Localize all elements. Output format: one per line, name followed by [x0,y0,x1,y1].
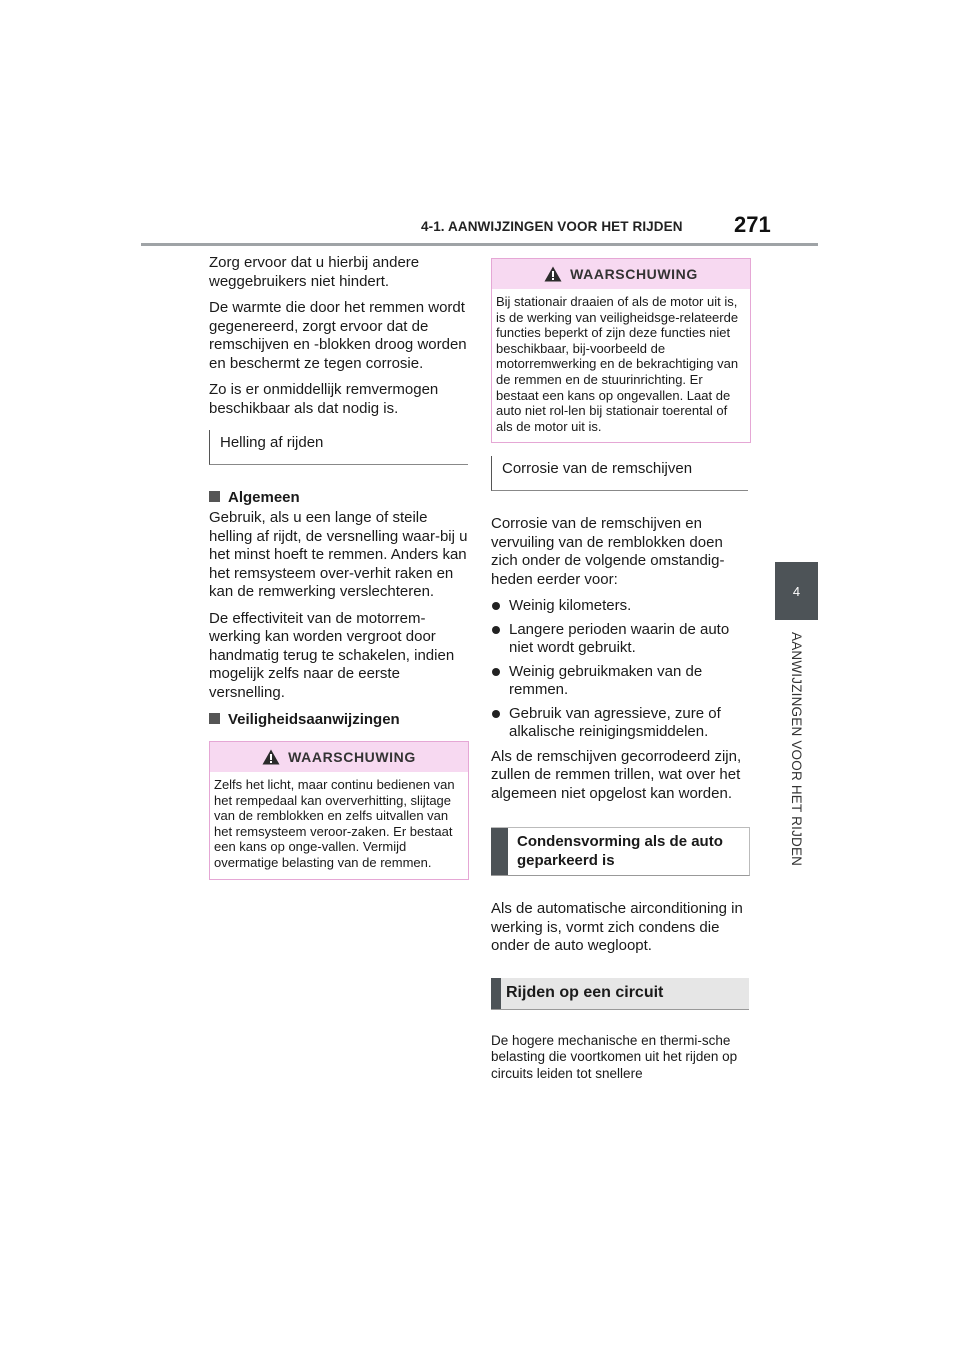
warning-text: Bij stationair draaien of als de motor uit is, is de werking van veiligheidsge-relateerde functies beperkt of zijn deze functies niet beschikbaar, bij-voorbeeld de motorremwerking en de bekrachtiging van de remmen en de stuurinrichting. Er bestaat een kans op ongevallen. Laat de auto niet rol-len bij stationair toerental of als de motor uit is. [496,294,739,434]
warning-triangle-icon [544,266,562,282]
heading-box-condensation [491,827,750,876]
paragraph: Als de remschijven gecorrodeerd zijn, zullen de remmen trillen, wat over het algemeen niet opgelost kan worden. [491,747,742,802]
warning-box [491,258,751,443]
heading-box-text: Condensvorming als de auto geparkeerd is [517,833,723,870]
chapter-tab-number: 4 [792,583,801,599]
list-item: Gebruik van agressieve, zure of alkalische reinigingsmiddelen. [491,705,751,742]
warning-header [492,259,750,289]
section-heading-safety [209,710,471,729]
paragraph: De effectiviteit van de motorrem-werking kan worden vergroot door handmatig terug te schakelen, indien mogelijk zelfs naar de eerste versnelling. [209,609,455,701]
subheading-downhill [209,430,468,465]
section-title: 4-1. AANWIJZINGEN VOOR HET RIJDEN [421,219,683,234]
warning-box [209,741,469,880]
subheading-corrosion [491,456,748,491]
square-bullet-icon [209,491,220,502]
page-number: 271 [734,212,771,237]
subheading-text: Corrosie van de remschijven [502,460,693,478]
square-bullet-icon [209,713,220,724]
section-heading-general [209,488,471,507]
heading-bar [491,978,501,1009]
bullet-list [491,597,751,742]
warning-header [210,742,468,772]
right-column [491,258,751,1082]
paragraph: Zo is er onmiddellijk remvermogen beschikbaar als dat nodig is. [209,381,439,417]
chapter-side-text: AANWIJZINGEN VOOR HET RIJDEN [789,632,804,867]
paragraph: Zorg ervoor dat u hierbij andere weggebruikers niet hindert. [209,254,420,290]
heading-bar [491,828,508,875]
paragraph: De hogere mechanische en thermi-sche belasting die voortkomen uit het rijden op circuits leiden tot snellere [491,1032,738,1081]
subheading-text: Helling af rijden [220,434,324,451]
left-column [209,254,471,880]
warning-title: WAARSCHUWING [570,266,698,282]
warning-title: WAARSCHUWING [288,749,416,765]
paragraph: Corrosie van de remschijven en vervuiling van de remblokken doen zich onder de volgende omstandig-heden eerder voor: [491,515,725,588]
chapter-side-label [768,632,824,894]
heading-box-text: Rijden op een circuit [506,983,664,1001]
section-heading-text: Algemeen [228,489,300,506]
heading-box-circuit [491,978,749,1010]
paragraph: Gebruik, als u een lange of steile helling af rijdt, de versnelling waar-bij u het minst hoeft te remmen. Anders kan het remsysteem over-verhit raken en kan de remwerking verslechteren. [209,509,468,600]
list-item: Weinig kilometers. [491,597,751,616]
warning-triangle-icon [262,749,280,765]
list-item: Weinig gebruikmaken van de remmen. [491,663,751,700]
paragraph: De warmte die door het remmen wordt gegenereerd, zorgt ervoor dat de remschijven en -blokken droog worden en beschermt ze tegen corrosie. [209,299,467,372]
header-rule [141,243,818,246]
list-item: Langere perioden waarin de auto niet wordt gebruikt. [491,621,751,658]
section-heading-text: Veiligheidsaanwijzingen [228,711,400,728]
chapter-tab[interactable] [775,562,818,620]
paragraph: Als de automatische airconditioning in werking is, vormt zich condens die onder de auto wegloopt. [491,900,743,955]
warning-text: Zelfs het licht, maar continu bedienen van het rempedaal kan oververhitting, slijtage van de remblokken en zelfs uitvallen van het remsysteem veroor-zaken. Er bestaat een kans op onge-vallen. Vermijd overmatige belasting van de remmen. [214,777,455,870]
